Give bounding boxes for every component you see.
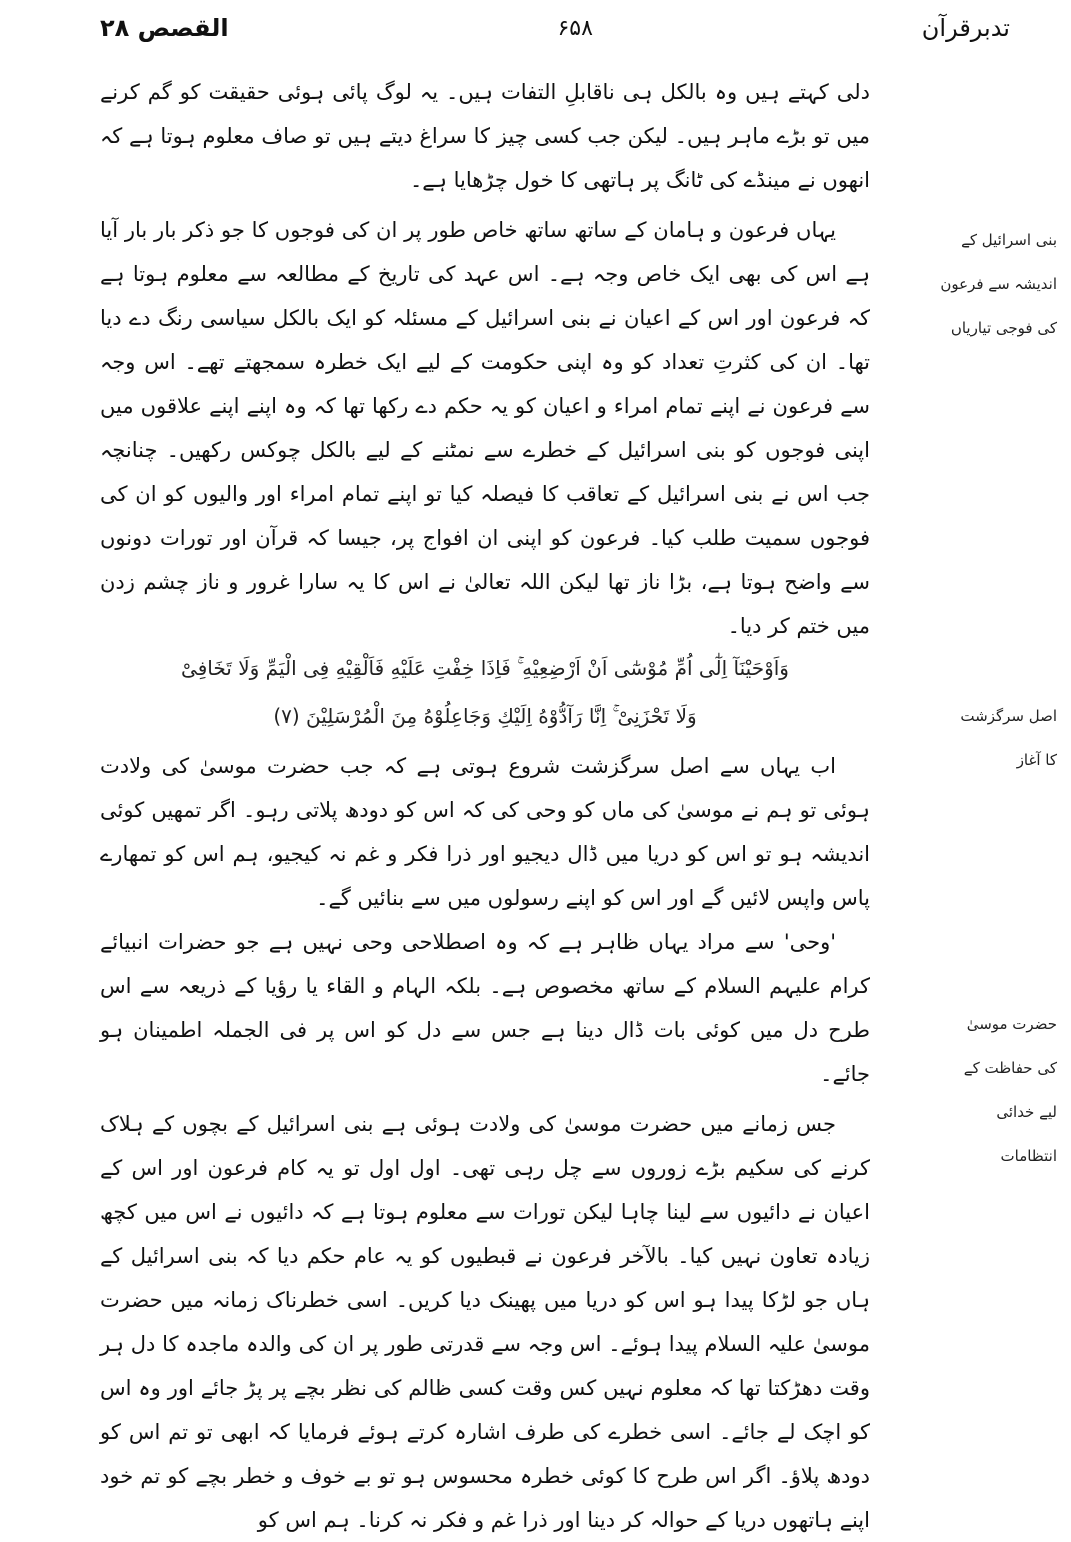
margin-note-line: حضرت موسیٰ (966, 1015, 1057, 1033)
main-text (100, 70, 870, 1542)
paragraph: دلی کہتے ہیں وہ بالکل ہی ناقابلِ التفات ہیں۔ یہ لوگ پائی ہوئی حقیقت کو گم کرنے میں تو بڑے ماہر ہیں۔ لیکن جب کسی چیز کا سراغ دیتے ہیں تو صاف معلوم ہوتا ہے کہ انھوں نے مینڈے کی ٹانگ پر ہاتھی کا خول چڑھایا ہے۔ (100, 80, 870, 192)
paragraph: 'وحی' سے مراد یہاں ظاہر ہے کہ وہ اصطلاحی وحی نہیں ہے جو حضرات انبیائے کرام علیہم السلام کے ساتھ مخصوص ہے۔ بلکہ الہام و القاء یا رؤیا کے ذریعہ سے اس طرح دل میں کوئی بات ڈال دینا ہے جس سے دل کو اس پر فی الجملہ اطمینان ہو جائے۔ (100, 930, 870, 1086)
page-header (100, 6, 1010, 50)
margin-note-line: کا آغاز (1016, 751, 1057, 769)
paragraph: یہاں فرعون و ہامان کے ساتھ ساتھ خاص طور پر ان کی فوجوں کا جو ذکر بار بار آیا ہے اس کی بھی ایک خاص وجہ ہے۔ اس عہد کی تاریخ کے مطالعہ سے معلوم ہوتا ہے کہ فرعون اور اس کے اعیان نے بنی اسرائیل کے مسئلہ کو ایک بالکل سیاسی رنگ دے دیا تھا۔ ان کی کثرتِ تعداد کو وہ اپنی حکومت کے لیے ایک خطرہ سمجھتے تھے۔ اس وجہ سے فرعون نے اپنے تمام امراء و اعیان کو یہ حکم دے رکھا تھا کہ وہ اپنے اپنے علاقوں میں اپنی فوجوں کو بنی اسرائیل کے خطرے سے نمٹنے کے لیے بالکل چوکس رکھیں۔ چنانچہ جب اس نے بنی اسرائیل کے تعاقب کا فیصلہ کیا تو اپنے تمام امراء اور والیوں کو ان کی فوجوں سمیت طلب کیا۔ فرعون کو اپنی ان افواج پر، جیسا کہ قرآن اور تورات دونوں سے واضح ہوتا ہے، بڑا ناز تھا لیکن اللہ تعالیٰ نے اس کا یہ سارا غرور و ناز چشم زدن میں ختم کر دیا۔ (100, 218, 870, 638)
margin-note-line: انتظامات (1000, 1147, 1057, 1165)
margin-note-line: لیے خدائی (996, 1103, 1057, 1121)
margin-note-line: بنی اسرائیل کے (961, 231, 1057, 249)
paragraph: جس زمانے میں حضرت موسیٰ کی ولادت ہوئی ہے بنی اسرائیل کے بچوں کے ہلاک کرنے کی سکیم بڑے زوروں سے چل رہی تھی۔ اول اول تو یہ کام فرعون اور اس کے اعیان نے دائیوں سے لینا چاہا لیکن تورات سے معلوم ہوتا ہے کہ دائیوں نے اس میں کچھ زیادہ تعاون نہیں کیا۔ بالآخر فرعون نے قبطیوں کو یہ عام حکم دیا کہ بنی اسرائیل کے ہاں جو لڑکا پیدا ہو اس کو دریا میں پھینک دیا کریں۔ اسی خطرناک زمانہ میں حضرت موسیٰ علیہ السلام پیدا ہوئے۔ اس وجہ سے قدرتی طور پر ان کی والدہ ماجدہ کا دل ہر وقت دھڑکتا تھا کہ معلوم نہیں کس وقت کسی ظالم کی نظر بچے پر پڑ جائے اور وہ اس کو اچک لے جائے۔ اسی خطرے کی طرف اشارہ کرتے ہوئے فرمایا کہ ابھی تو تم اس کو دودھ پلاؤ۔ اگر اس طرح کا کوئی خطرہ محسوس ہو تو بے خوف و خطر بچے کو تم خود اپنے ہاتھوں دریا کے حوالہ کر دینا اور ذرا غم و فکر نہ کرنا۔ ہم اس کو (100, 1112, 870, 1532)
margin-note-line: کی حفاظت کے (963, 1059, 1057, 1077)
book-title: تدبرقرآن (921, 14, 1010, 42)
margin-note-line: اصل سرگزشت (960, 707, 1057, 725)
surah-label: القصص ۲۸ (100, 14, 229, 42)
margin-note-line: کی فوجی تیاریاں (950, 319, 1057, 337)
margin-note-story-start (882, 694, 1057, 782)
page-number: ۶۵۸ (557, 15, 593, 41)
margin-note-army-preparations (882, 218, 1057, 350)
margin-note-line: اندیشہ سے فرعون (940, 275, 1057, 293)
paragraph: اب یہاں سے اصل سرگزشت شروع ہوتی ہے کہ جب حضرت موسیٰ کی ولادت ہوئی تو ہم نے موسیٰ کی ماں کو وحی کی کہ اس کو دودھ پلاتی رہو۔ اگر تمھیں کوئی اندیشہ ہو تو اس کو دریا میں ڈال دیجیو اور ذرا فکر و غم نہ کیجیو، ہم اس کو تمھارے پاس واپس لائیں گے اور اس کو اپنے رسولوں میں سے بنائیں گے۔ (100, 754, 870, 910)
quran-verse-line: وَاَوْحَيْنَآ اِلٰٓى اُمِّ مُوْسٰٓى اَنْ اَرْضِعِيْهِ ۚ فَاِذَا خِفْتِ عَلَيْهِ فَاَلْقِيْهِ فِى الْيَمِّ وَلَا تَخَافِىْ (181, 656, 789, 680)
quran-verse-line: وَلَا تَحْزَنِىْ ۚ اِنَّا رَآدُّوْهُ اِلَيْكِ وَجَاعِلُوْهُ مِنَ الْمُرْسَلِيْنَ (٧) (273, 704, 697, 728)
margin-note-divine-protection (882, 1002, 1057, 1178)
